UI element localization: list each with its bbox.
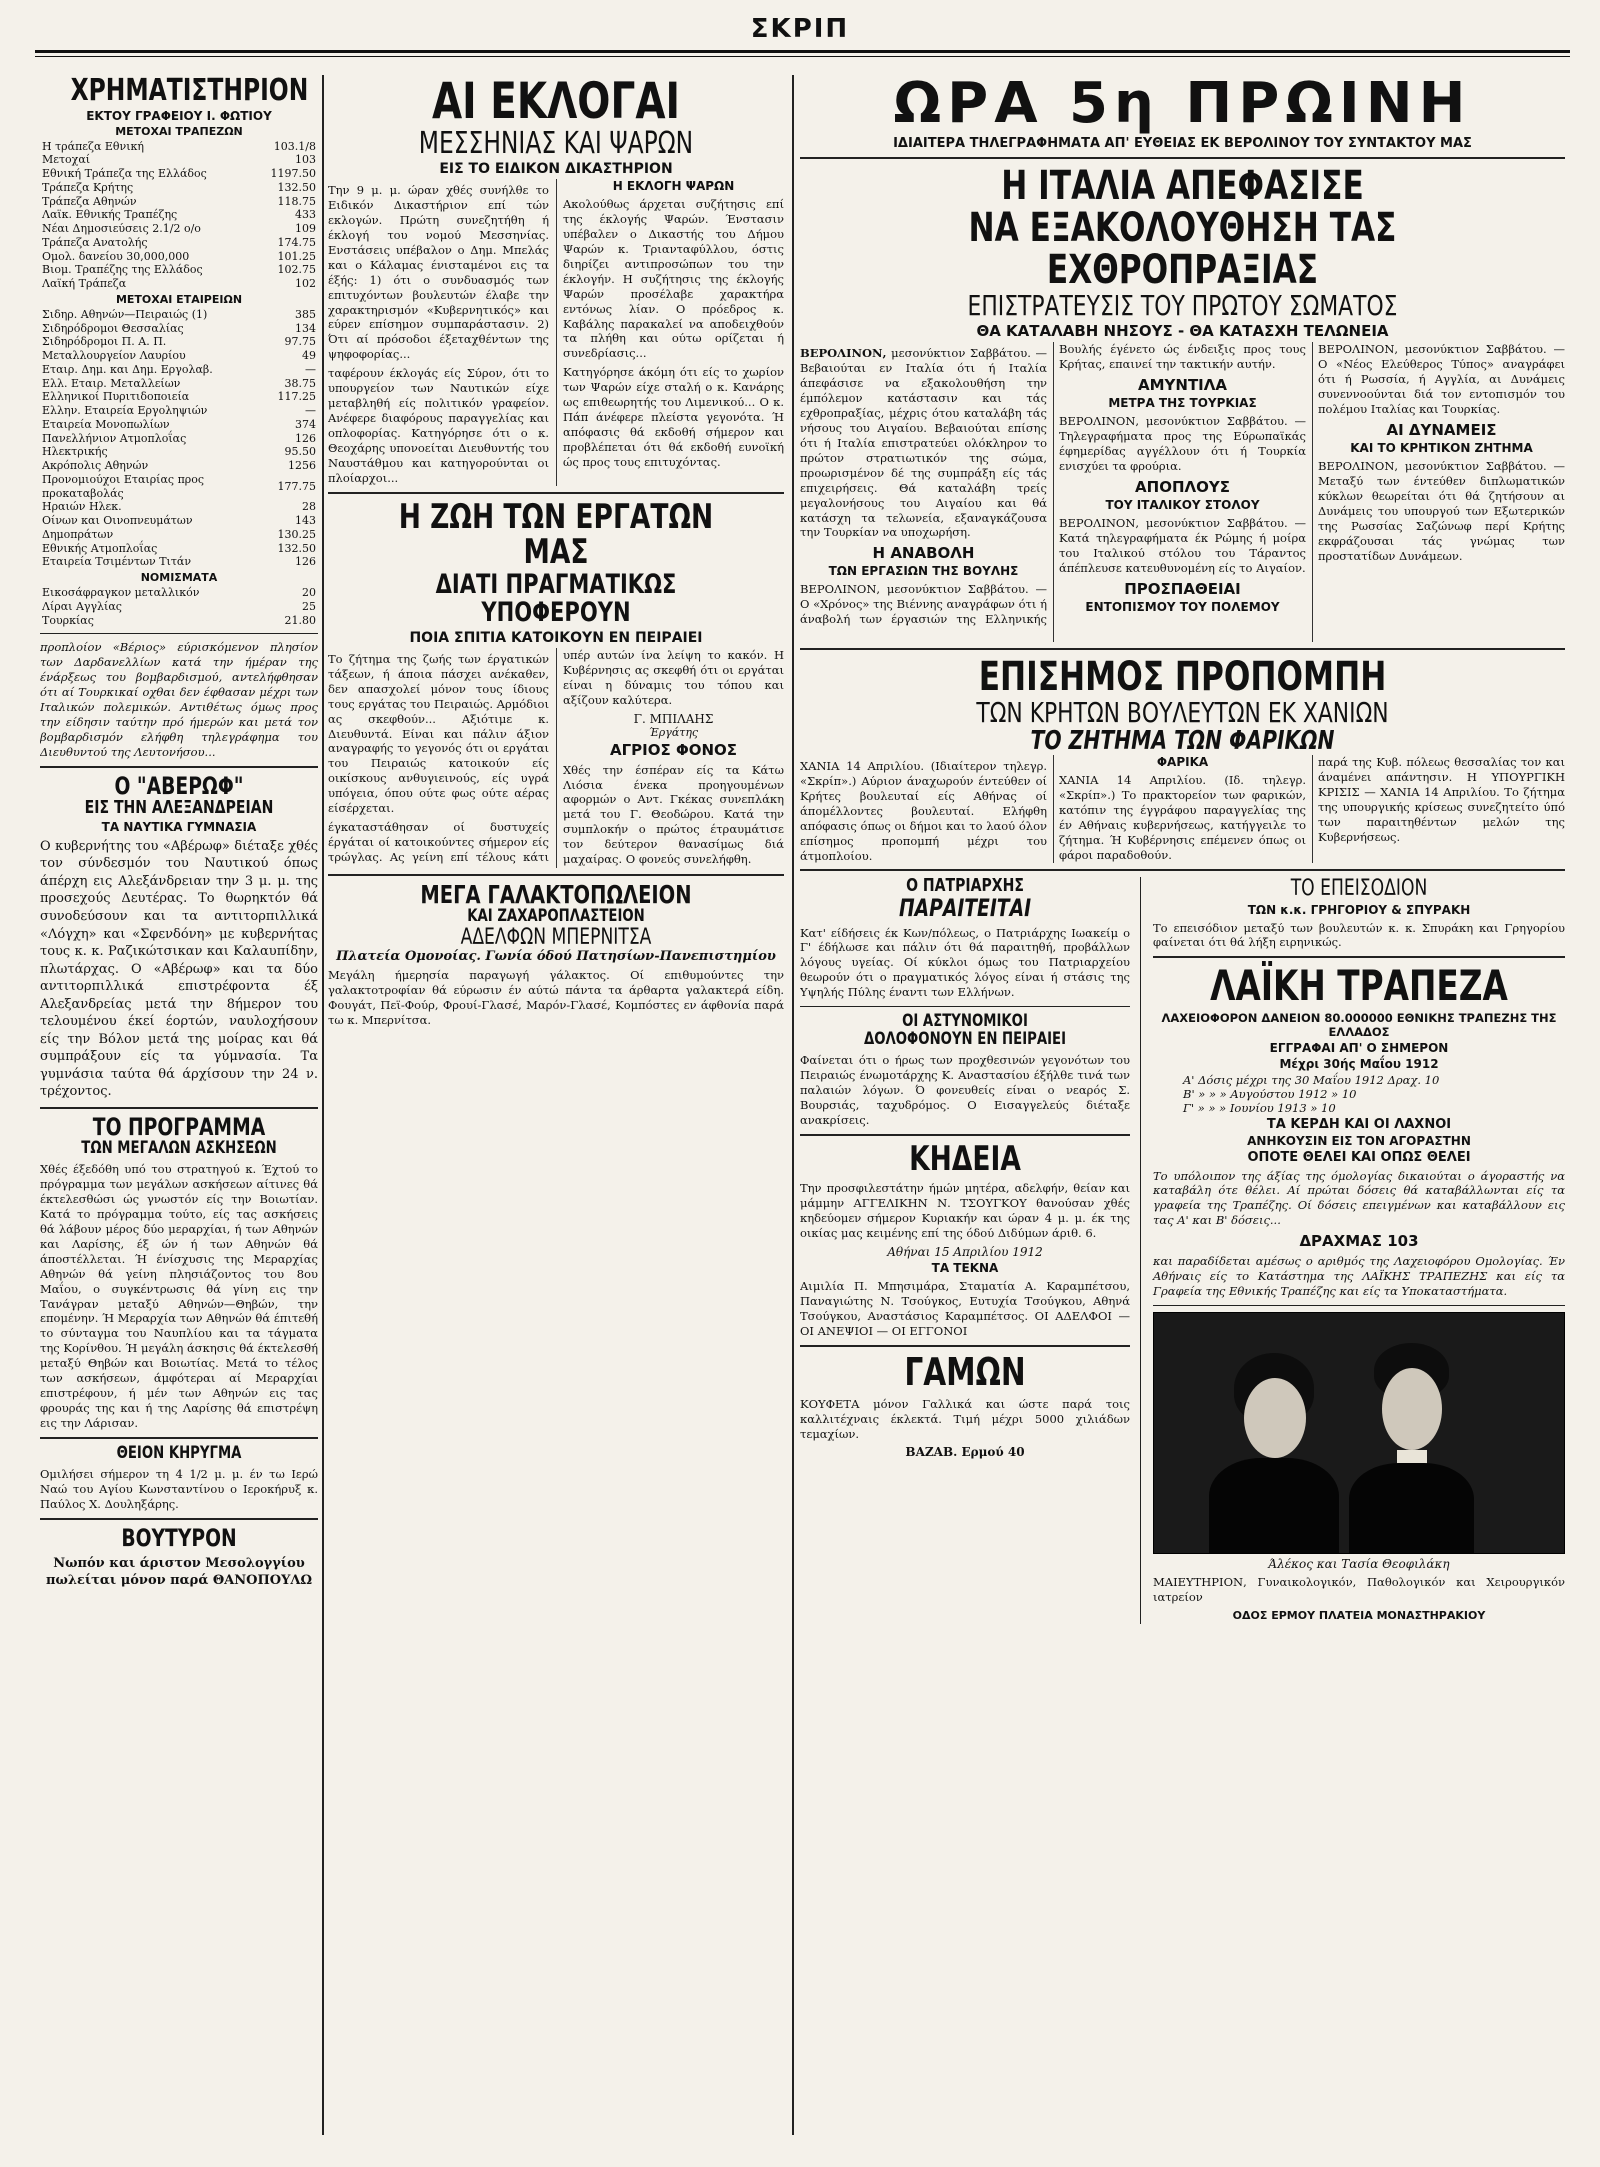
row-label: Εταιρ. Δημ. και Δημ. Εργολαβ.	[42, 362, 213, 376]
dairy-subtitle: ΚΑΙ ΖΑΧΑΡΟΠΛΑΣΤΕΙΟΝ	[467, 906, 645, 927]
row-value: 20	[302, 586, 316, 599]
cretan-text: ΧΑΝΙΑ 14 Απριλίου. (Ιδ. τηλεγρ. «Σκρίπ».) Το πρακτορείον των φαρικών, κατόπιν της έγγράφου παραγγελίας της έν Αθήναις κυβερνήσεως, κατήγγειλε το ζήτημα. Ή Κυβέρνησις επέμενεν όπως οι φάροι παραδοθούν.	[1059, 772, 1306, 862]
row-label: Ακρόπολις Αθηνών	[42, 459, 149, 472]
averof-text: Ο κυβερνήτης του «Αβέρωφ» διέταξε χθές τον σύνδεσμόν του Ναυτικού όπως άπέρχη εις Αλεξάνδρειαν την 3 μ. μ. της προσεχούς Δευτέρας. Το θωρηκτόν θά συνοδεύσουν και τα αντιτορπιλλικά «Λόγχη» και «Σφενδόνη» με κυβερνήτας τους κ. κ. Ραζικώτσικαν και Καλαυπίδην, πλωτάρχας. Ο «Αβέρωφ» και τα δύο αντιτορπιλλικά επιστρέφοντα έξ Αλεξανδρείας μετά την 8ήμερον του τελουμένου έκεί έορτών, ναυλοχήσουν είς την Βόλον μετά της μοίρας και θά συμπράξουν είς τα γύμνασία. Τα γυμνάσια ταύτα θά άρχίσουν την 24 ν. τρέχοντος.	[40, 838, 318, 1100]
row-label: Λαϊκ. Εθνικής Τραπέζης	[42, 208, 178, 222]
row-label: Εταιρεία Μονοπωλίων	[42, 417, 170, 431]
row-value: 102	[295, 277, 316, 290]
powers-title: ΑΙ ΔΥΝΑΜΕΙΣ	[1386, 420, 1497, 439]
funeral-date: Αθήναι 15 Απριλίου 1912	[887, 1245, 1043, 1260]
elections-text: ταφέρουν έκλογάς είς Σύρον, ότι το υπουργείον των Ναυτικών είχε μεταβληθή είς πολιτικόν γραφείον. Ανέφερε διαφόρους παραγγελίας και οπλοφορίας. Κατηγόρησε ότι ο κ. Θεοχάρης υπονοείται Διευθυντής του Ναυστάθμου και κατηγορούνται οι πλοίαρχοι...	[328, 366, 549, 485]
row-value: 177.75	[277, 479, 316, 493]
row-label: Τουρκίας	[42, 613, 94, 627]
dairy-title: ΜΕΓΑ ΓΑΛΑΚΤΟΠΩΛΕΙΟΝ	[420, 880, 692, 910]
row-label: Δημοπράτων	[42, 527, 114, 541]
row-value: 101.25	[277, 249, 316, 263]
middle-column	[328, 75, 784, 2135]
table-row	[40, 181, 318, 195]
cretan-body	[800, 755, 1565, 864]
table-row	[40, 614, 318, 628]
cretan-text: ΧΑΝΙΑ 14 Απριλίου. (Ιδιαίτερον τηλεγρ. «Σκρίπ».) Αύριον άναχωρούν έντεύθεν οί Κρήτες βουλευταί είς Αθήνας οί άπομέλλοντες βουλευταί. Ελήφθη απόφασις όπως οι δήμοι και το λαού όλον επίσημος προπομπή μέχρι του άτμοπλοίου.	[800, 758, 1047, 863]
table-row	[40, 404, 318, 418]
bank-draw-line: Β' » » » Αυγούστου 1912 » 10	[1183, 1086, 1357, 1101]
cretan-text: παρά της Κυβ. πόλεως θεσσαλίας τον και άναμένει απάντησιν. Η ΥΠΟΥΡΓΙΚΗ ΚΡΙΣΙΣ — ΧΑΝΙΑ 14 Απριλίου. Το ζήτημα της υπουργικής κρίσεως συνεζητείτο ύπό των παραιτηθέντων μελών της Κυβερνήσεως.	[1318, 754, 1565, 844]
elections-text: Την 9 μ. μ. ώραν χθές συνήλθε το Ειδικόν Δικαστήριον επί τών εκλογών. Πρώτη συνεζητήθη ή έκλογή του νομού Μεσσηνίας. Ενστάσεις υπέβαλον ο Δημ. Μπελάς και ο Κάλαμας ένισταμένοι εις τα έξής: 1) ότι ο συνδυασμός των επιτυχόντων βουλευτών έλαβε την χαρακτηρισμόν «Κυβερνητικός» και εύρεν επίσημον συμπαράστασιν. 2) Ότι αί πρόσοδοι έξεταχθέντων της ψηφοφορίας...	[328, 183, 549, 362]
row-label: Ελλην. Εταιρεία Εργοληψιών	[42, 404, 208, 417]
row-label: Τράπεζα Αθηνών	[42, 194, 137, 208]
lower-right-left	[800, 877, 1141, 1624]
bank-draw-line: Γ' » » » Ιουνίου 1913 » 10	[1183, 1100, 1336, 1115]
cretan-title: ΕΠΙΣΗΜΟΣ ΠΡΟΠΟΜΠΗ	[978, 654, 1387, 701]
incident-text: Το επεισόδιον μεταξύ των βουλευτών κ. κ. Σπυράκη και Γρηγορίου φαίνεται ότι θά λήξη ειρηνικώς.	[1153, 920, 1565, 950]
program-title: ΤΟ ΠΡΟΓΡΑΜΜΑ	[92, 1113, 266, 1142]
table-row	[40, 445, 318, 459]
butter-title: ΒΟΥΤΥΡΟΝ	[121, 1523, 237, 1552]
bank-headline: ΤΑ ΚΕΡΔΗ ΚΑΙ ΟΙ ΛΑΧΝΟΙ	[1266, 1116, 1452, 1132]
row-value: 134	[295, 321, 316, 335]
row-label: Ελλ. Εταιρ. Μεταλλείων	[42, 376, 181, 390]
italy-subtitle: ΝΑ ΕΞΑΚΟΛΟΥΘΗΣΗ ΤΑΣ ΕΧΘΡΟΠΡΑΞΙΑΣ	[968, 204, 1397, 293]
row-label: Εικοσάφραγκον μεταλλικόν	[42, 586, 200, 599]
table-row	[40, 277, 318, 291]
incident-title: ΤΟ ΕΠΕΙΣΟΔΙΟΝ	[1290, 876, 1428, 902]
row-value: 28	[302, 500, 316, 514]
row-label: Οίνων και Οινοπνευμάτων	[42, 514, 193, 527]
row-value: 385	[295, 307, 316, 321]
lower-right-right	[1153, 877, 1565, 1624]
row-value: 103.1/8	[273, 139, 316, 153]
row-value: 21.80	[284, 613, 316, 627]
row-label: Ομολ. δανείου 30,000,000	[42, 249, 190, 263]
table-row	[40, 500, 318, 514]
signature: Γ. ΜΠΙΛΑΗΣ	[633, 711, 714, 726]
row-value: 126	[295, 431, 316, 445]
cretan-subtitle: ΤΩΝ ΚΡΗΤΩΝ ΒΟΥΛΕΥΤΩΝ ΕΚ ΧΑΝΙΩΝ	[976, 696, 1389, 730]
finance-subtitle: ΕΚΤΟΥ ΓΡΑΦΕΙΟΥ Ι. ΦΩΤΙΟΥ	[86, 108, 272, 123]
table-row	[40, 473, 318, 501]
row-label: Λίραι Αγγλίας	[42, 599, 122, 613]
store-address: ΟΔΟΣ ΕΡΜΟΥ ΠΛΑΤΕΙΑ ΜΟΝΑΣΤΗΡΑΚΙΟΥ	[1232, 1608, 1486, 1622]
funeral-family-title: ΤΑ ΤΕΚΝΑ	[931, 1261, 999, 1276]
elections-subtitle: ΜΕΣΣΗΝΙΑΣ ΚΑΙ ΨΑΡΩΝ	[418, 125, 694, 161]
table-row	[40, 600, 318, 614]
table-row	[40, 555, 318, 569]
row-label: Μετοχαί	[42, 153, 91, 167]
table-row	[40, 167, 318, 181]
butter-text: Νωπόν και άριστον Μεσολογγίου πωλείται μόνον παρά ΘΑΝΟΠΟΥΛΩ	[45, 1555, 313, 1589]
table-row	[40, 250, 318, 264]
efforts-text: ΒΕΡΟΛΙΝΟΝ, μεσονύκτιον Σαββάτου. — Ο «Νέος Ελεύθερος Τύπος» αναγράφει ότι ή Ρωσσία, ή Αγγλία, αι Δυνάμεις συνεννοούνται διά τον εντοπισμόν του πολέμου Ιταλίας και Τουρκίας.	[1318, 342, 1565, 416]
program-subtitle: ΤΩΝ ΜΕΓΑΛΩΝ ΑΣΚΗΣΕΩΝ	[81, 1138, 277, 1159]
workers-text: έγκαταστάθησαν οί δυστυχείς έργάται οί κατοικούντες σήμερον είς τρώγλας. Ας γείνη επί τέλους κάτι υπέρ αυτών ίνα λείψη το κακόν. Η Κυβέρνησις ας σκεφθή ότι οι εργάται είναι η δύναμις του τόπου και αξίζουν καλύτερα.	[328, 647, 784, 864]
row-value: 38.75	[284, 376, 316, 390]
table-row	[40, 390, 318, 404]
fleet-text: ΒΕΡΟΛΙΝΟΝ, μεσονύκτιον Σαββάτου. — Κατά τηλεγραφήματα έκ Ρώμης ή μοίρα του Ιταλικού στόλου του Τάραντος άπέπλευσε κατευθυνομένη είς το Αιγαίον.	[1059, 515, 1306, 575]
parliament-text: ΒΕΡΟΛΙΝΟΝ, μεσονύκτιον Σαββάτου. — Ο «Χρόνος» της Βιέννης αναγράφων ότι ή άναβολή των έργασιών της Ελληνικής Βουλής έγένετο ώς ένδειξις προς τους Κρήτας, επαινεί την τακτικήν αυτήν.	[800, 342, 1306, 627]
row-value: 374	[295, 417, 316, 431]
elections-kicker: ΕΙΣ ΤΟ ΕΙΔΙΚΟΝ ΔΙΚΑΣΤΗΡΙΟΝ	[439, 161, 673, 177]
efforts-title: ΠΡΟΣΠΑΘΕΙΑΙ	[1124, 579, 1241, 598]
row-label: Η τράπεζα Εθνική	[42, 139, 145, 153]
row-value: 118.75	[277, 194, 316, 208]
table-row	[40, 140, 318, 154]
sermon-text: Ομιλήσει σήμερον τη 4 1/2 μ. μ. έν τω Ιερώ Ναώ του Αγίου Κωνσταντίνου ο Ιεροκήρυξ κ. Παύλος Χ. Δουληξάρης.	[40, 1466, 318, 1511]
row-value: 132.50	[277, 541, 316, 555]
dairy-owners: ΑΔΕΛΦΩΝ ΜΠΕΡΝΙΤΣΑ	[460, 925, 652, 951]
elections-text: Κατηγόρησε άκόμη ότι είς το χωρίον των Ψαρών είχε σταλή ο κ. Κανάρης ως επιθεωρητής του Λιμενικού... Ο κ. Πάπ άνέφερε πλείστα γεγονότα. Ή απόφασις θά εκδοθή σήμερον και προβλέπεται ότι θά εκδοθή ευνοϊκή ώς προς τους επιτυχόντας.	[563, 365, 784, 469]
elections-title: ΑΙ ΕΚΛΟΓΑΙ	[431, 75, 681, 130]
store-text: ΜΑΙΕΥΤΗΡΙΟΝ, Γυναικολογικόν, Παθολογικόν και Χειρουργικόν ιατρείον	[1153, 1575, 1565, 1604]
table-row	[40, 335, 318, 349]
bank-line: Μέχρι 30ής Μαΐου 1912	[1279, 1056, 1439, 1071]
banner-subtitle: ΙΔΙΑΙΤΕΡΑ ΤΗΛΕΓΡΑΦΗΜΑΤΑ ΑΠ' ΕΥΘΕΙΑΣ ΕΚ ΒΕΡΟΛΙΝΟΥ ΤΟΥ ΣΥΝΤΑΚΤΟΥ ΜΑΣ	[893, 135, 1472, 151]
efforts-subtitle: ΕΝΤΟΠΙΣΜΟΥ ΤΟΥ ΠΟΛΕΜΟΥ	[1085, 599, 1280, 614]
row-value: 132.50	[277, 180, 316, 194]
parliament-subtitle: ΤΩΝ ΕΡΓΑΣΙΩΝ ΤΗΣ ΒΟΥΛΗΣ	[828, 564, 1019, 579]
table-row	[40, 528, 318, 542]
row-label: Τράπεζα Κρήτης	[42, 180, 134, 194]
table-row	[40, 418, 318, 432]
defence-text: ΒΕΡΟΛΙΝΟΝ, μεσονύκτιον Σαββάτου. — Τηλεγραφήματα προς της Εύρωπαϊκάς έφημερίδας αγγέλλουν ότι ή Τουρκία ενισχύει τα φρούρια.	[1059, 414, 1306, 473]
elections-text: Ακολούθως άρχεται συζήτησις επί της έκλογής Ψαρών. Ένστασιν υπέβαλεν ο Δικαστής του Δήμου Ψαρών κ. Τριανταφύλλου, όστις διηρίζει αντιπροσώπων του την έκλογήν. Η συζήτησις της έκλογής Ψαρών προσέλαβε χαρακτήρα εντόνως λίαν. Ο πρόεδρος κ. Καβάλης παρακαλεί να αποδειχθούν τα πλήθη και ούτω ορίζεται ή συνεδρίασις...	[563, 197, 784, 361]
row-value: 1197.50	[270, 167, 316, 180]
company-shares-table	[40, 308, 318, 569]
row-value: 102.75	[277, 263, 316, 277]
table-row	[40, 236, 318, 250]
row-label: Ηλεκτρικής	[42, 445, 108, 459]
table-row	[40, 586, 318, 600]
table-row	[40, 363, 318, 377]
wedding-text: ΚΟΥΦΕΤΑ μόνον Γαλλικά και ώστε παρά τοις καλλιτέχναις έκλεκτά. Τιμή μέχρι 5000 χιλιάδων τεμαχίων.	[800, 1396, 1130, 1441]
sermon-title: ΘΕΙΟΝ ΚΗΡΥΓΜΑ	[116, 1442, 242, 1463]
right-column	[800, 75, 1565, 2135]
police-text: Φαίνεται ότι ο ήρως των προχθεσινών γεγονότων του Πειραιώς ένωμοτάρχης Κ. Αναστασίου έξήλθε τινά των παλαιών λόγων. Ό φονευθείς είναι ο νεαρός Σ. Βουρσιάς, ταχυδρόμος. Ο Εισαγγελεύς διέταξε ανακρίσεις.	[800, 1052, 1130, 1127]
row-label: Μεταλλουργείον Λαυρίου	[42, 349, 186, 362]
bank-headline: ΑΝΗΚΟΥΣΙΝ ΕΙΣ ΤΟΝ ΑΓΟΡΑΣΤΗΝ	[1247, 1133, 1471, 1148]
psara-title: Η ΕΚΛΟΓΗ ΨΑΡΩΝ	[612, 179, 735, 193]
row-value: 1256	[288, 459, 316, 472]
row-label: Πανελλήνιον Ατμοπλοΐας	[42, 431, 187, 445]
row-label: Ελληνικοί Πυριτιδοποιεία	[42, 390, 190, 404]
patriarch-title: Ο ΠΑΤΡΙΑΡΧΗΣ	[906, 875, 1024, 897]
fleet-subtitle: ΤΟΥ ΙΤΑΛΙΚΟΥ ΣΤΟΛΟΥ	[1105, 497, 1260, 512]
table-row	[40, 322, 318, 336]
bank-text: Το υπόλοιπον της άξίας της όμολογίας δικαιούται ο άγοραστής να καταβάλη ότε θέλει. Αί πρώται δόσεις θά καταβάλλωνται είς τα γραφεία της Τραπέζης. Οί δόσεις επειγμένων και καταβάλλουν εις τας Α' και Β' δόσεις...	[1153, 1168, 1565, 1228]
averof-subtitle: ΕΙΣ ΤΗΝ ΑΛΕΞΑΝΔΡΕΙΑΝ	[84, 796, 274, 818]
patriarch-text: Κατ' είδήσεις έκ Κων/πόλεως, ο Πατριάρχης Ιωακείμ ο Γ' έδήλωσε και πάλιν ότι θά παραιτηθή, προβάλλων λόγους υγείας. Οί κύκλοι όμως του Πατριαρχείου θεωρούν ότι ο πραγματικός λόγος είναι ή στάσις της Υψηλής Πύλης έναντι των Ελλήνων.	[800, 925, 1130, 1000]
masthead-rule-thin	[35, 56, 1570, 57]
patriarch-subtitle: ΠΑΡΑΙΤΕΙΤΑΙ	[898, 894, 1032, 923]
finance-section: ΜΕΤΟΧΑΙ ΕΤΑΙΡΕΙΩΝ	[115, 292, 243, 306]
bank-kicker: ΛΑΧΕΙΟΦΟΡΟΝ ΔΑΝΕΙΟΝ 80.000000 ΕΘΝΙΚΗΣ ΤΡΑΠΕΖΗΣ ΤΗΣ ΕΛΛΑΔΟΣ	[1161, 1010, 1557, 1039]
averof-kicker: ΤΑ ΝΑΥΤΙΚΑ ΓΥΜΝΑΣΙΑ	[101, 819, 257, 834]
police-subtitle: ΔΟΛΟΦΟΝΟΥΝ ΕΝ ΠΕΙΡΑΙΕΙ	[863, 1029, 1067, 1050]
bank-draws	[1153, 1073, 1565, 1115]
italy-title: Η ΙΤΑΛΙΑ ΑΠΕΦΑΣΙΣΕ	[1001, 162, 1364, 209]
table-row	[40, 459, 318, 473]
bank-price: ΔΡΑΧΜΑΣ 103	[1299, 1232, 1419, 1251]
left-column	[40, 75, 318, 2135]
dairy-address: Πλατεία Ομονοίας. Γωνία όδού Πατησίων-Πανεπιστημίου	[336, 949, 776, 965]
italy-text: ΒΕΡΟΛΙΝΟΝ, μεσονύκτιον Σαββάτου. — Βεβαιούται εν Ιταλία ότι ή Ιταλία άπεφάσισε να εξακολουθήση την έμπόλεμον κατάστασιν και τάς εχθροπραξίας, μέχρις ότου καταλάβη τάς νήσους του Αιγαίου. Βεβαιούται επίσης ότι ή Ιταλία επιστρατεύει ολόκληρον το πρώτον στρατιωτικόν της σώμα, προωρισμένον δέ της συμπράξη είς τάς επιχειρήσεις. Θά καταλάβη τρείς μεγαλονήσους του Αιγαίου και θά κατάσχη τα τελωνεία, εξαναγκάζουσα την Τουρκίαν να υποχωρήση.	[800, 346, 1047, 540]
powers-subtitle: ΚΑΙ ΤΟ ΚΡΗΤΙΚΟΝ ΖΗΤΗΜΑ	[1350, 440, 1533, 455]
police-title: ΟΙ ΑΣΤΥΝΟΜΙΚΟΙ	[902, 1011, 1028, 1032]
wedding-title: ΓΑΜΩΝ	[904, 1349, 1026, 1394]
row-value: 130.25	[277, 527, 316, 541]
italy-news-body	[800, 342, 1565, 642]
row-value: 126	[295, 555, 316, 569]
row-value: 109	[295, 222, 316, 235]
row-value: 174.75	[277, 235, 316, 249]
row-value: 103	[295, 153, 316, 167]
fleet-title: ΑΠΟΠΛΟΥΣ	[1135, 477, 1230, 496]
signature-role: Έργάτης	[648, 725, 699, 739]
masthead-rule	[35, 50, 1570, 53]
table-row	[40, 349, 318, 363]
row-value: 143	[295, 514, 316, 527]
lower-right-area	[800, 877, 1565, 1624]
wedding-shop: ΒΑΖΑΒ. Ερμού 40	[905, 1445, 1025, 1460]
cretan-subtitle-2: ΤΟ ΖΗΤΗΜΑ ΤΩΝ ΦΑΡΙΚΩΝ	[1030, 725, 1335, 756]
row-label: Εθνική Τράπεζα της Ελλάδος	[42, 167, 207, 180]
workers-body	[328, 648, 784, 868]
row-value: 49	[302, 349, 316, 362]
averof-title: Ο "ΑΒΕΡΩΦ"	[114, 771, 244, 800]
italy-kicker: ΘΑ ΚΑΤΑΛΑΒΗ ΝΗΣΟΥΣ - ΘΑ ΚΑΤΑΣΧΗ ΤΕΛΩΝΕΙΑ	[976, 322, 1389, 341]
table-row	[40, 208, 318, 222]
row-label: Βιομ. Τραπέζης της Ελλάδος	[42, 263, 203, 277]
couple-photo	[1153, 1312, 1565, 1554]
program-text: Χθές έξεδόθη υπό του στρατηγού κ. Έχτού το πρόγραμμα των μεγάλων ασκήσεων αίτινες θά έκτελεσθώσι ώς γνωστόν είς την Βοιωτίαν. Κατά το πρόγραμμα τούτο, είς τας ασκήσεις θά λάβουν μέρος δύο μεραρχίαι, ή των Αθηνών και Λαρίσης, έξ ών ή των Αθηνών θά άποστέλλεται. Ή ένίσχυσις της Μεραρχίας Αθηνών θά γείνη πλησιάζοντος του 8ου Μαΐου, ο συγκέντρωσις θά γίνη εις την Τανάγραν μεταξύ Αθηνών—Θηβών, την επομένην. Ή Μεραρχία των Αθηνών θά έπιτεθή το σύνταγμα του Ναυπλίου και τα τάγματα της Κορίνθου. Ή μεγάλη άσκησις θά έκτελεσθή μεταξύ Θηβών και Βοιωτίας. Μετά το τέλος των ασκήσεων, άμφότεραι αί Μεραρχίαι επιστρέφουν, ή μέν των Αθηνών εις τας φρουράς της και ή της Λαρίσης θά επιστρέψη εις την Λάρισαν.	[40, 1162, 318, 1430]
bank-headline: ΟΠΟΤΕ ΘΕΛΕΙ ΚΑΙ ΟΠΩΣ ΘΕΛΕΙ	[1247, 1149, 1471, 1165]
table-row	[40, 377, 318, 391]
row-value: 433	[295, 208, 316, 222]
bank-shares-table	[40, 140, 318, 291]
table-row	[40, 432, 318, 446]
row-label: Νέαι Δημοσιεύσεις 2.1/2 ο/ο	[42, 222, 201, 235]
parliament-title: Η ΑΝΑΒΟΛΗ	[872, 544, 975, 563]
powers-text: ΒΕΡΟΛΙΝΟΝ, μεσονύκτιον Σαββάτου. — Μεταξύ των έντεύθεν διπλωματικών κύκλων θεωρείται ότι θά ζητήσουν αι Δυνάμεις του υπουργού των Εξωτερικών της Ρωσσίας Σαζώνωφ περί Κρήτης εκφράζουσαι τάς γνώμας των προστατίδων Δυνάμεων.	[1318, 458, 1565, 563]
funeral-family: Αιμιλία Π. Μπησιμάρα, Σταματία Α. Καραμπέτσου, Παναγιώτης Ν. Τσούγκος, Ευτυχία Τσούγκου, Αθηνά Τσούγκου, Αναστάσιος Καραμπέτσος. ΟΙ ΑΔΕΛΦΟΙ — ΟΙ ΑΝΕΨΙΟΙ — ΟΙ ΕΓΓΟΝΟΙ	[800, 1279, 1130, 1338]
row-label: Σιδηρόδρομοι Π. Α. Π.	[42, 335, 167, 349]
workers-kicker: ΠΟΙΑ ΣΠΙΤΙΑ ΚΑΤΟΙΚΟΥΝ ΕΝ ΠΕΙΡΑΙΕΙ	[409, 629, 703, 646]
row-label: Σιδηρ. Αθηνών—Πειραιώς (1)	[42, 307, 208, 321]
funeral-title: ΚΗΔΕΙΑ	[909, 1138, 1021, 1179]
row-value: 117.25	[277, 390, 316, 404]
bank-draw-line: Α' Δόσις μέχρι της 30 Μαΐου 1912 Δραχ. 10	[1183, 1072, 1440, 1087]
row-label: Εταιρεία Τσιμέντων Τιτάν	[42, 555, 192, 569]
bank-line: ΕΓΓΡΑΦΑΙ ΑΠ' Ο ΣΗΜΕΡΟΝ	[1269, 1040, 1449, 1055]
incident-subtitle: ΤΩΝ κ.κ. ΓΡΗΓΟΡΙΟΥ & ΣΠΥΡΑΚΗ	[1247, 902, 1471, 917]
bank-title: ΛΑΪΚΗ ΤΡΑΠΕΖΑ	[1210, 961, 1508, 1011]
masthead: ΣΚΡΙΠ	[750, 14, 850, 44]
table-row	[40, 542, 318, 556]
italy-subtitle-2: ΕΠΙΣΤΡΑΤΕΥΣΙΣ ΤΟΥ ΠΡΩΤΟΥ ΣΩΜΑΤΟΣ	[967, 288, 1398, 322]
workers-text: Το ζήτημα της ζωής των έργατικών τάξεων, ή άποια πάσχει ανέκαθεν, δεν απασχολεί μόνον τους ίδιους τους εργάτας του Πειραιώς. Αρμόδιοι ας σκεφθούν... Αξιότιμε κ. Διευθυντά. Είναι και πάλιν άξιον αναγραφής το γεγονός ότι οι εργάται του Πειραιώς κατοικούν είς οικίσκους ανθυγιεινούς, είς υγρά υπόγεια, όπου ούτε φως ούτε αέρας είσέρχεται.	[328, 651, 549, 816]
table-row	[40, 308, 318, 322]
row-label: Εθνικής Ατμοπλοΐας	[42, 541, 158, 555]
row-value: 95.50	[284, 445, 316, 459]
row-label: Ηραιών Ηλεκ.	[42, 500, 122, 514]
table-row	[40, 263, 318, 277]
finance-title: ΧΡΗΜΑΤΙΣΤΗΡΙΟΝ	[70, 75, 309, 108]
row-label: Σιδηρόδρομοι Θεσσαλίας	[42, 321, 184, 335]
banner-title: ΩΡΑ 5η ΠΡΩΙΝΗ	[893, 75, 1472, 136]
table-row	[40, 514, 318, 528]
table-row	[40, 153, 318, 167]
finance-section: ΜΕΤΟΧΑΙ ΤΡΑΠΕΖΩΝ	[115, 124, 243, 138]
murder-text: Χθές την έσπέραν είς τα Κάτω Λιόσια ένεκα προηγουμένων αφορμών ο Αντ. Γκέκας συνεπλάκη μετά του Γ. Θεοδώρου. Κατά την συμπλοκήν ο πρώτος έτραυμάτισε τον δεύτερον θανασίμως διά μαχαίρας. Ο φονεύς συνελήφθη.	[563, 762, 784, 867]
table-row	[40, 222, 318, 236]
photo-caption: Άλέκος και Τασία Θεοφιλάκη	[1268, 1557, 1450, 1572]
workers-subtitle: ΔΙΑΤΙ ΠΡΑΓΜΑΤΙΚΩΣ ΥΠΟΦΕΡΟΥΝ	[435, 569, 677, 629]
dairy-text: Μεγάλη ήμερησία παραγωγή γάλακτος. Οί επιθυμούντες την γαλακτοτροφίαν θά εύρωσιν έν αύτώ πάντα τα άρθαρτα γαλακτερά είδη. Φουγάτ, Πεϊ-Φούρ, Φρουί-Γλασέ, Μαρόν-Γλασέ, Κομπόστες εν άφθονία παρά τω κ. Μπερνίτσα.	[328, 968, 784, 1028]
defence-subtitle: ΜΕΤΡΑ ΤΗΣ ΤΟΥΡΚΙΑΣ	[1108, 396, 1257, 411]
farika-heading: ΦΑΡΙΚΑ	[1156, 754, 1209, 769]
row-value: —	[305, 362, 316, 376]
defence-title: ΑΜΥΝΤΙΛΑ	[1138, 376, 1227, 395]
workers-title: Η ΖΩΗ ΤΩΝ ΕΡΓΑΤΩΝ ΜΑΣ	[398, 496, 714, 573]
table-row	[40, 195, 318, 209]
article-text: προπλοίον «Βέριος» εύρισκόμενον πλησίον των Δαρδανελλίων κατά την ήμέραν της ένάρξεως του βομβαρδισμού, αντελήφθησαν ότι αί Τουρκικαί οχθαι δεν έφθασαν μέχρι των Ιταλικών πολεμικών. Αντιθέτως όμως προς την είδησιν ταύτην πρό ήμερών και μετά τον βομβαρδισμόν ελήφθη τηλεγράφημα του Διευθυντού της Λευτονήσου...	[40, 640, 318, 759]
finance-section: ΝΟΜΙΣΜΑΤΑ	[140, 571, 218, 584]
row-value: 97.75	[284, 335, 316, 349]
row-value: —	[305, 404, 316, 417]
row-label: Προνομιούχοι Εταιρίας προς προκαταβολάς	[42, 472, 205, 500]
funeral-text: Την προσφιλεστάτην ήμών μητέρα, αδελφήν, θείαν και μάμμην ΑΓΓΕΛΙΚΗΝ Ν. ΤΣΟΥΓΚΟΥ θανούσαν χθές κηδεύομεν σήμερον Κυριακήν και ώραν 4 μ. μ. έκ της οικίας μας κειμένης επί της όδού Διδύμων άριθ. 6.	[800, 1181, 1130, 1241]
row-label: Λαϊκή Τράπεζα	[42, 277, 127, 290]
column-separator	[322, 75, 324, 2135]
elections-body	[328, 179, 784, 486]
murder-title: ΑΓΡΙΟΣ ΦΟΝΟΣ	[609, 740, 738, 759]
column-separator	[792, 75, 794, 2135]
bank-text: και παραδίδεται αμέσως ο αριθμός της Λαχειοφόρου Ομολογίας. Έν Αθήναις είς το Κατάστημα της ΛΑΪΚΗΣ ΤΡΑΠΕΖΗΣ και είς τα Γραφεία της Εθνικής Τραπέζης και είς τα Υποκαταστήματα.	[1153, 1254, 1565, 1299]
row-label: Τράπεζα Ανατολής	[42, 235, 148, 249]
currency-table	[40, 586, 318, 627]
row-value: 25	[302, 599, 316, 613]
